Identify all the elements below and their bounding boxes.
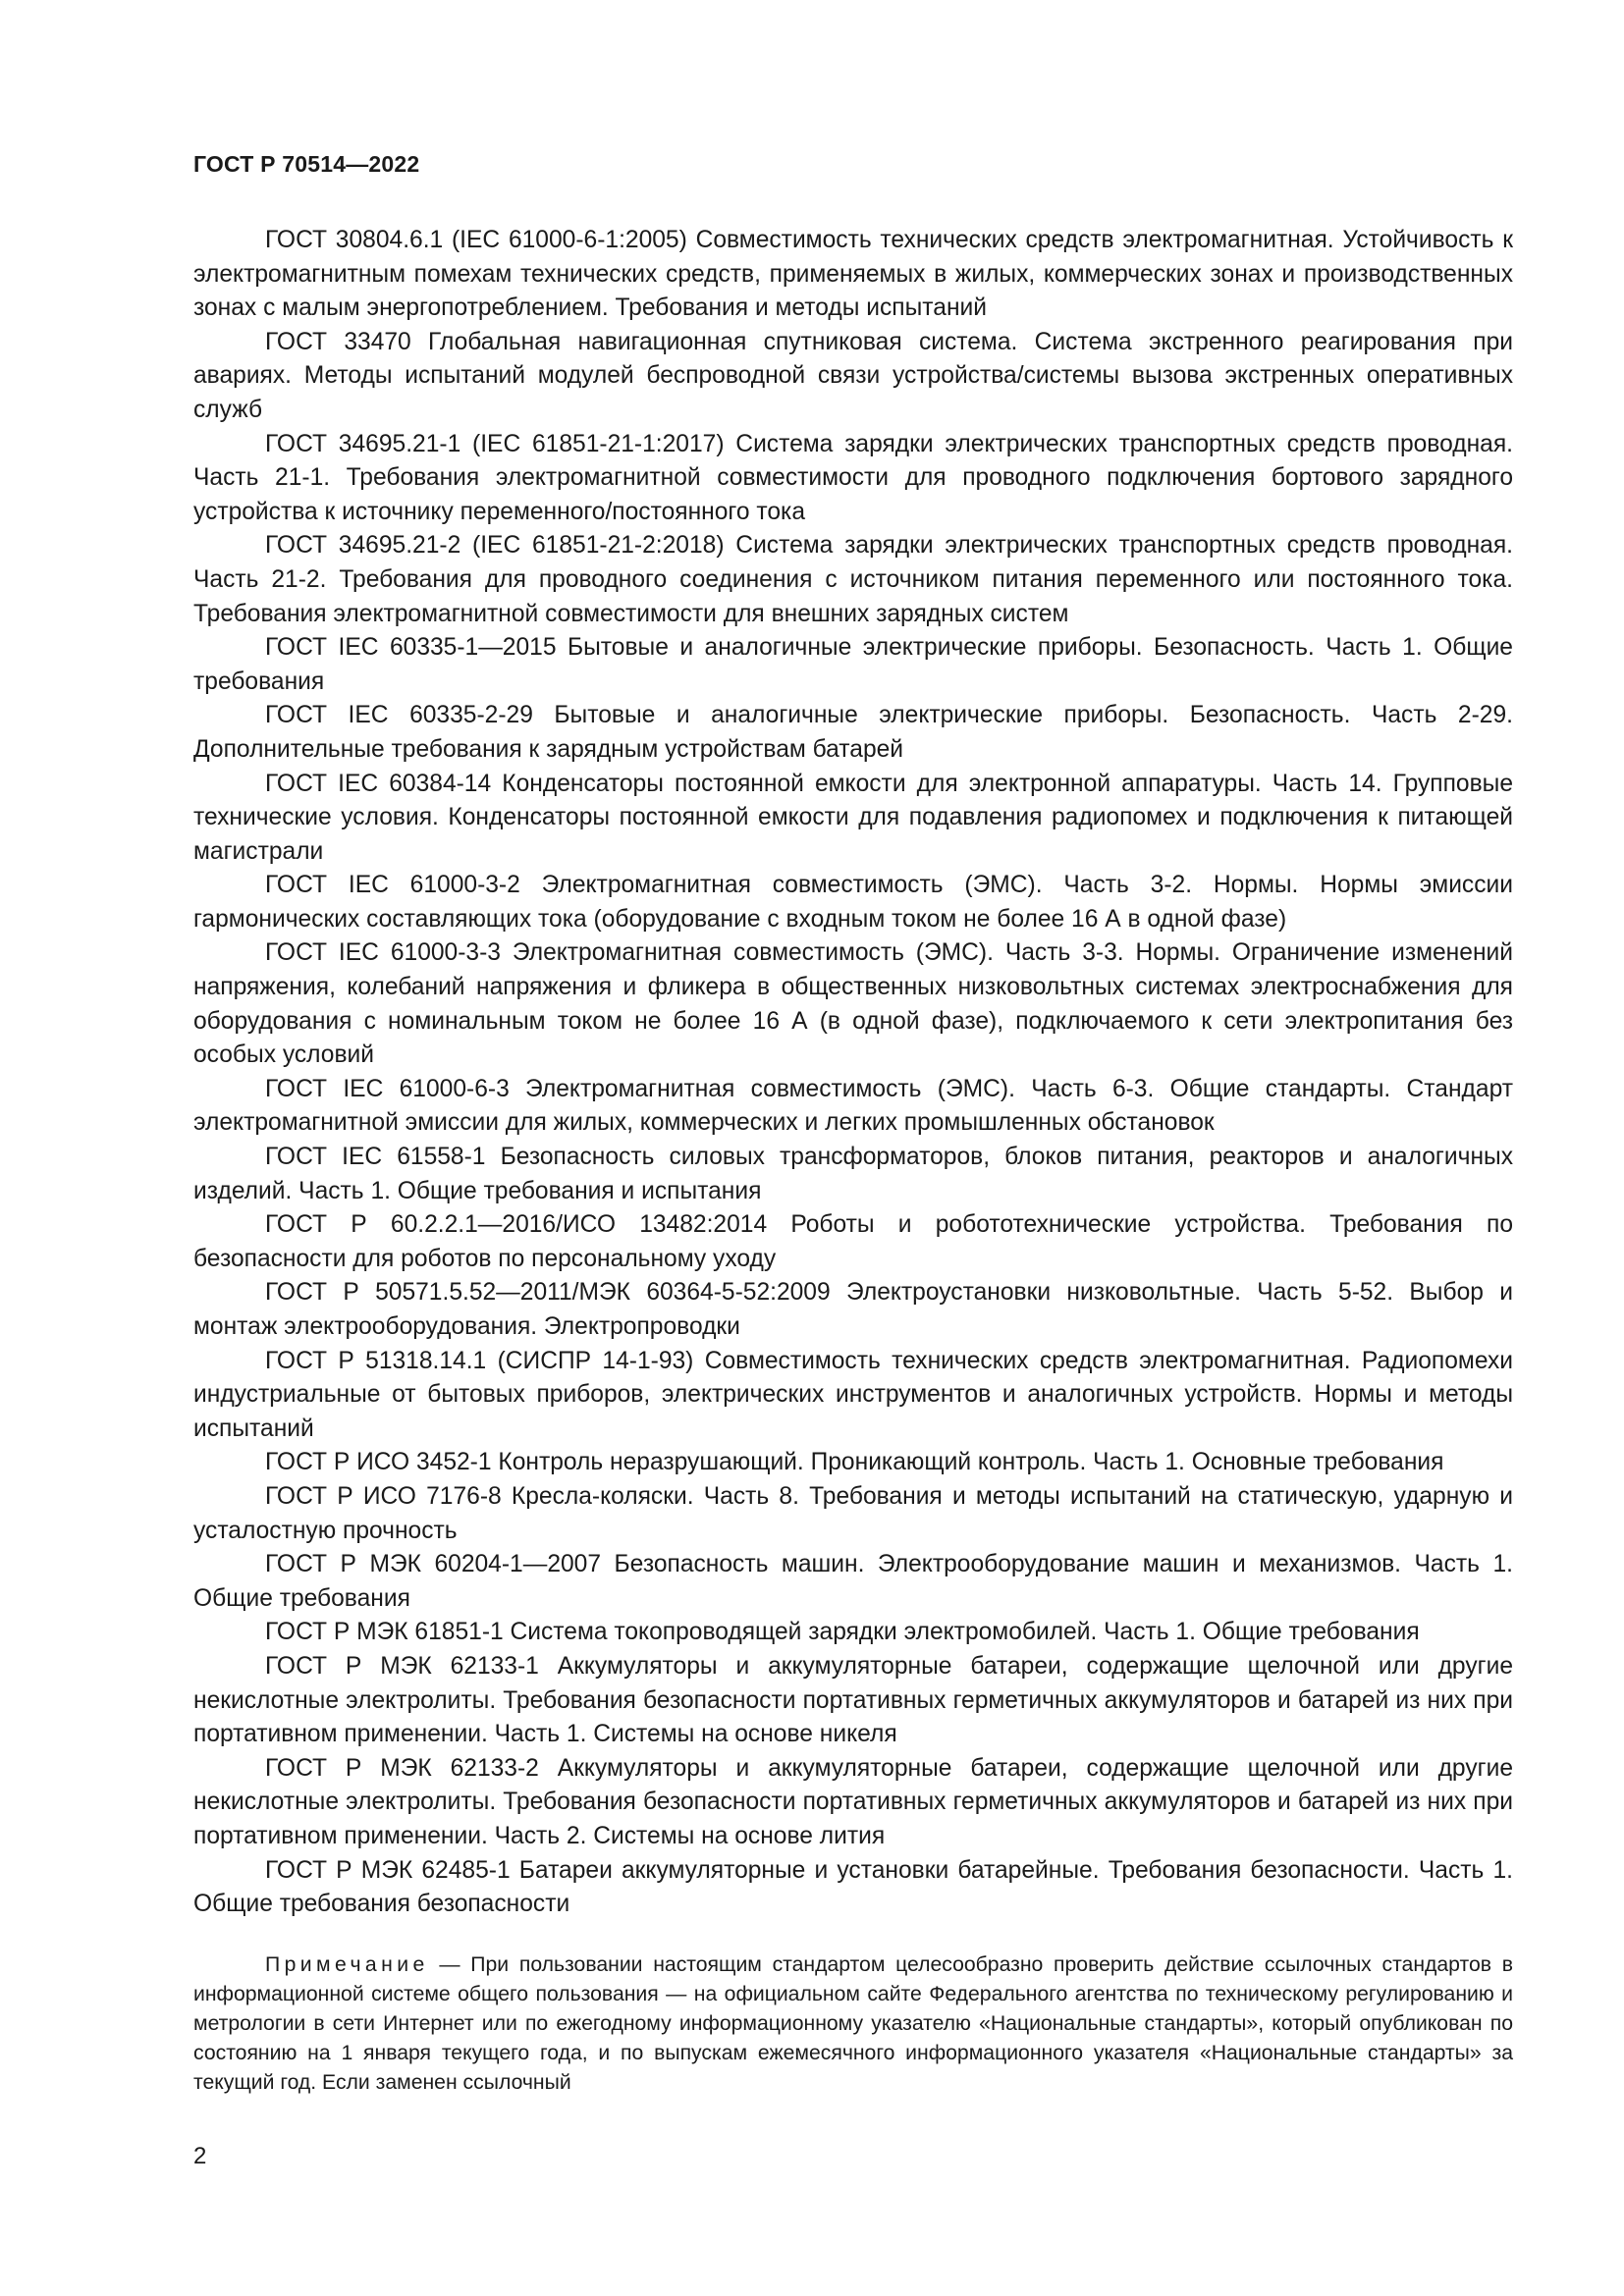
- reference-item: ГОСТ Р 50571.5.52—2011/МЭК 60364-5-52:2009 Электроустановки низковольтные. Часть 5-52. Выбор и монтаж электрооборудования. Электропроводки: [193, 1279, 1513, 1340]
- reference-item: ГОСТ Р МЭК 62485-1 Батареи аккумуляторные и установки батарейные. Требования безопасности. Часть 1. Общие требования безопасности: [193, 1856, 1513, 1918]
- reference-item: ГОСТ Р 60.2.2.1—2016/ИСО 13482:2014 Роботы и робототехнические устройства. Требования по безопасности для роботов по персональному уходу: [193, 1211, 1513, 1272]
- reference-item: ГОСТ IEC 61000-6-3 Электромагнитная совместимость (ЭМС). Часть 6-3. Общие стандарты. Стандарт электромагнитной эмиссии для жилых, коммерческих и легких промышленных обстановок: [193, 1075, 1513, 1137]
- reference-item: ГОСТ Р МЭК 60204-1—2007 Безопасность машин. Электрооборудование машин и механизмов. Часть 1. Общие требования: [193, 1551, 1513, 1612]
- reference-item: ГОСТ IEC 61000-3-3 Электромагнитная совместимость (ЭМС). Часть 3-3. Нормы. Ограничение изменений напряжения, колебаний напряжения и фликера в общественных низковольтных системах электроснабжения для оборудования с номинальным током не более 16 А (в одной фазе), подключаемого к сети электропитания без особых условий: [193, 939, 1513, 1069]
- reference-item: ГОСТ Р МЭК 61851-1 Система токопроводящей зарядки электромобилей. Часть 1. Общие требования: [265, 1619, 1420, 1646]
- document-code-header: ГОСТ Р 70514—2022: [193, 151, 420, 177]
- reference-item: ГОСТ Р 51318.14.1 (СИСПР 14-1-93) Совместимость технических средств электромагнитная. Радиопомехи индустриальные от бытовых приборов, электрических инструментов и аналогичных устройств. Нормы и методы испытаний: [193, 1347, 1513, 1442]
- reference-item: ГОСТ IEC 60335-1—2015 Бытовые и аналогичные электрические приборы. Безопасность. Часть 1. Общие требования: [193, 634, 1513, 695]
- reference-item: ГОСТ 33470 Глобальная навигационная спутниковая система. Система экстренного реагирования при авариях. Методы испытаний модулей беспроводной связи устройства/системы вызова экстренных оперативных служб: [193, 328, 1513, 423]
- note-paragraph: [193, 1950, 1513, 2098]
- reference-item: ГОСТ Р ИСО 7176-8 Кресла-коляски. Часть 8. Требования и методы испытаний на статическую, ударную и усталостную прочность: [193, 1482, 1513, 1544]
- reference-item: ГОСТ 34695.21-2 (IEC 61851-21-2:2018) Система зарядки электрических транспортных средств проводная. Часть 21-2. Требования для проводного соединения с источником питания переменного или постоянного тока. Требования электромагнитной совместимости для внешних зарядных систем: [193, 532, 1513, 627]
- reference-item: ГОСТ Р ИСО 3452-1 Контроль неразрушающий. Проникающий контроль. Часть 1. Основные требования: [265, 1449, 1444, 1476]
- reference-item: ГОСТ IEC 60384-14 Конденсаторы постоянной емкости для электронной аппаратуры. Часть 14. Групповые технические условия. Конденсаторы постоянной емкости для подавления радиопомех и подключения к питающей магистрали: [193, 770, 1513, 865]
- note-label: Примечание: [265, 1953, 429, 1977]
- page-number: 2: [193, 2143, 207, 2169]
- reference-item: ГОСТ IEC 61000-3-2 Электромагнитная совместимость (ЭМС). Часть 3-2. Нормы. Нормы эмиссии гармонических составляющих тока (оборудование с входным током не более 16 А в одной фазе): [193, 872, 1513, 933]
- reference-item: ГОСТ Р МЭК 62133-2 Аккумуляторы и аккумуляторные батареи, содержащие щелочной или другие некислотные электролиты. Требования безопасности портативных герметичных аккумуляторов и батарей из них при портативном применении. Часть 2. Системы на основе лития: [193, 1754, 1513, 1849]
- normative-references-list: [193, 224, 1513, 1922]
- reference-item: ГОСТ 30804.6.1 (IEC 61000-6-1:2005) Совместимость технических средств электромагнитная. Устойчивость к электромагнитным помехам технических средств, применяемых в жилых, коммерческих зонах и производственных зонах с малым энергопотреблением. Требования и методы испытаний: [193, 227, 1513, 322]
- reference-item: ГОСТ IEC 61558-1 Безопасность силовых трансформаторов, блоков питания, реакторов и аналогичных изделий. Часть 1. Общие требования и испытания: [193, 1144, 1513, 1204]
- reference-item: ГОСТ 34695.21-1 (IEC 61851-21-1:2017) Система зарядки электрических транспортных средств проводная. Часть 21-1. Требования электромагнитной совместимости для проводного подключения бортового зарядного устройства к источнику переменного/постоянного тока: [193, 430, 1513, 525]
- reference-item: ГОСТ Р МЭК 62133-1 Аккумуляторы и аккумуляторные батареи, содержащие щелочной или другие некислотные электролиты. Требования безопасности портативных герметичных аккумуляторов и батарей из них при портативном применении. Часть 1. Системы на основе никеля: [193, 1652, 1513, 1748]
- reference-item: ГОСТ IEC 60335-2-29 Бытовые и аналогичные электрические приборы. Безопасность. Часть 2-29. Дополнительные требования к зарядным устройствам батарей: [193, 702, 1513, 763]
- note-text: — При пользовании настоящим стандартом целесообразно проверить действие ссылочных стандартов в информационной системе общего пользования — на официальном сайте Федерального агентства по техническому регулированию и метрологии в сети Интернет или по ежегодному информационному указателю «Национальные стандарты», который опубликован по состоянию на 1 января текущего года, и по выпускам ежемесячного информационного указателя «Национальные стандарты» за текущий год. Если заменен ссылочный: [193, 1953, 1513, 2094]
